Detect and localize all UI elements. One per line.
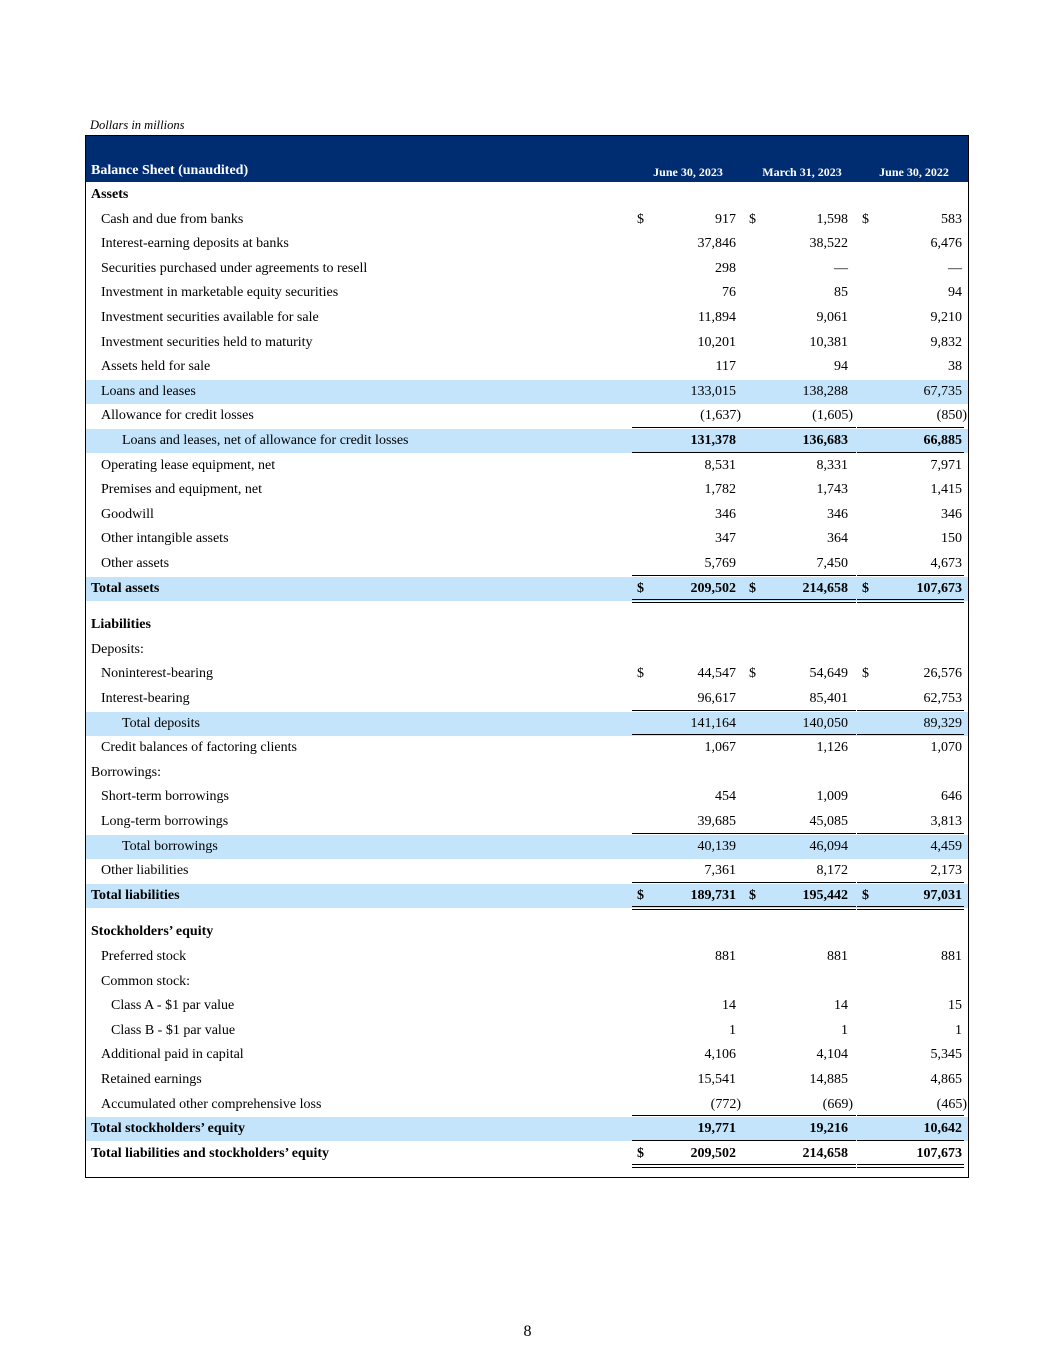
- cell-value: 8,531: [704, 457, 736, 473]
- cell-value: 38: [948, 359, 962, 375]
- table-row: [86, 331, 968, 355]
- cell-value: 54,649: [809, 666, 848, 682]
- cell-value: 2,173: [930, 863, 962, 879]
- row-label: Preferred stock: [101, 949, 187, 964]
- dollar-sign: $: [637, 887, 644, 903]
- cell-value: 7,450: [816, 556, 848, 571]
- cell-value: 189,731: [690, 887, 736, 903]
- cell-value: —: [948, 260, 962, 276]
- table-row: [86, 552, 968, 576]
- row-label: Class A - $1 par value: [111, 998, 235, 1014]
- table-row: [86, 736, 968, 760]
- cell-value: 107,673: [916, 580, 962, 596]
- cell-value: 85: [834, 285, 848, 301]
- cell-value: 97,031: [923, 887, 962, 903]
- cell-value: 4,865: [930, 1072, 962, 1087]
- double-underline: [857, 906, 964, 910]
- cell-value: 5,769: [704, 556, 736, 571]
- cell-value: 1: [841, 1022, 848, 1038]
- underline: [857, 882, 964, 883]
- double-underline: [744, 906, 856, 910]
- underline: [744, 833, 856, 834]
- cell-value: 7,361: [704, 863, 736, 879]
- row-label: Total deposits: [122, 715, 200, 731]
- row-label: Total assets: [91, 580, 160, 596]
- row-label: Assets: [91, 187, 129, 202]
- cell-value: 10,642: [923, 1121, 962, 1137]
- cell-value: 94: [948, 285, 962, 301]
- table-row: [86, 835, 968, 859]
- cell-value: 45,085: [809, 814, 848, 829]
- table-row: [86, 232, 968, 256]
- table-row: [86, 281, 968, 305]
- cell-value: 8,172: [816, 863, 848, 879]
- cell-value: 15: [948, 998, 962, 1014]
- underline: [857, 575, 964, 576]
- cell-value: 66,885: [923, 433, 962, 448]
- table-row: [86, 1093, 968, 1117]
- cell-value: 214,658: [802, 580, 848, 596]
- row-label: Class B - $1 par value: [111, 1022, 236, 1038]
- row-label: Operating lease equipment, net: [101, 457, 276, 473]
- cell-value: 1,070: [930, 740, 962, 756]
- cell-value: 40,139: [697, 838, 736, 854]
- table-row: [86, 970, 968, 994]
- double-underline: [857, 1164, 964, 1168]
- cell-value: 131,378: [690, 433, 736, 448]
- underline: [632, 734, 744, 735]
- table-row: [86, 577, 968, 601]
- cell-value: 14: [834, 998, 848, 1014]
- underline: [857, 734, 964, 735]
- units-note: Dollars in millions: [90, 118, 185, 132]
- cell-value: 14: [722, 998, 736, 1014]
- row-label: Interest-bearing: [101, 691, 190, 706]
- column-header-jun-2023: June 30, 2023: [653, 165, 723, 179]
- cell-value: 141,164: [690, 715, 736, 731]
- double-underline: [744, 1164, 856, 1168]
- cell-value: (850): [936, 408, 967, 424]
- row-label: Total borrowings: [122, 838, 218, 854]
- table-row: [86, 208, 968, 232]
- underline: [632, 882, 744, 883]
- table-row: [86, 613, 968, 637]
- table-row: [86, 994, 968, 1018]
- cell-value: 881: [715, 949, 736, 964]
- cell-value: 9,061: [816, 310, 848, 325]
- cell-value: 107,673: [916, 1145, 962, 1161]
- cell-value: 150: [941, 531, 962, 547]
- underline: [632, 1115, 744, 1116]
- cell-value: 214,658: [802, 1145, 848, 1161]
- underline: [632, 833, 744, 834]
- cell-value: 454: [715, 789, 736, 805]
- cell-value: 67,735: [923, 383, 962, 399]
- row-label: Total liabilities and stockholders’ equity: [91, 1145, 330, 1161]
- cell-value: 5,345: [930, 1047, 962, 1063]
- cell-value: 209,502: [690, 1145, 736, 1161]
- row-label: Other liabilities: [101, 863, 189, 879]
- cell-value: (772): [710, 1096, 741, 1112]
- cell-value: 117: [715, 359, 736, 375]
- table-title: Balance Sheet (unaudited): [91, 163, 249, 178]
- cell-value: 1,415: [930, 482, 962, 498]
- underline: [632, 575, 744, 576]
- table-row: [86, 785, 968, 809]
- cell-value: 4,459: [930, 838, 962, 854]
- cell-value: 89,329: [923, 715, 962, 731]
- dollar-sign: $: [749, 580, 756, 596]
- row-label: Allowance for credit losses: [101, 408, 254, 424]
- table-row: [86, 429, 968, 453]
- row-label: Assets held for sale: [101, 359, 211, 375]
- underline: [857, 710, 964, 711]
- row-label: Common stock:: [101, 973, 191, 989]
- dollar-sign: $: [862, 580, 869, 596]
- row-label: Credit balances of factoring clients: [101, 740, 297, 756]
- row-label: Total stockholders’ equity: [91, 1121, 246, 1137]
- underline: [744, 575, 856, 576]
- dollar-sign: $: [862, 211, 869, 227]
- underline: [632, 1140, 744, 1141]
- table-row: [86, 1117, 968, 1141]
- page-number: 8: [523, 1323, 532, 1340]
- cell-value: 1: [955, 1022, 962, 1038]
- double-underline: [744, 599, 856, 603]
- cell-value: (1,605): [812, 408, 853, 424]
- cell-value: 10,201: [697, 334, 736, 350]
- cell-value: 346: [941, 506, 962, 522]
- table-row: [86, 920, 968, 944]
- row-label: Stockholders’ equity: [91, 924, 214, 940]
- cell-value: 1,067: [704, 740, 736, 756]
- cell-value: 94: [834, 359, 848, 375]
- cell-value: 8,331: [816, 457, 848, 473]
- cell-value: 85,401: [809, 691, 848, 706]
- cell-value: 38,522: [809, 236, 848, 252]
- row-label: Cash and due from banks: [101, 211, 244, 227]
- cell-value: 1,009: [816, 789, 848, 805]
- column-header-mar-2023: March 31, 2023: [762, 165, 842, 179]
- cell-value: 1,126: [816, 740, 848, 756]
- cell-value: (669): [822, 1096, 853, 1112]
- cell-value: 140,050: [802, 715, 848, 731]
- double-underline: [632, 906, 744, 910]
- row-label: Securities purchased under agreements to resell: [101, 260, 368, 276]
- cell-value: 346: [827, 506, 848, 522]
- cell-value: 39,685: [697, 814, 736, 829]
- row-label: Borrowings:: [91, 764, 161, 780]
- double-underline: [632, 599, 744, 603]
- table-row: [86, 527, 968, 551]
- dollar-sign: $: [637, 1145, 644, 1161]
- cell-value: 133,015: [690, 383, 736, 399]
- dollar-sign: $: [749, 666, 756, 682]
- cell-value: 1,598: [816, 211, 848, 227]
- table-row: [86, 712, 968, 736]
- row-label: Short-term borrowings: [101, 789, 229, 805]
- cell-value: 881: [941, 949, 962, 964]
- row-label: Long-term borrowings: [101, 814, 229, 829]
- table-row: [86, 761, 968, 785]
- table-row: [86, 945, 968, 969]
- table-row: [86, 257, 968, 281]
- table-row: [86, 503, 968, 527]
- row-label: Retained earnings: [101, 1072, 202, 1087]
- cell-value: 646: [941, 789, 962, 805]
- cell-value: 96,617: [697, 691, 736, 706]
- row-label: Loans and leases: [101, 383, 196, 399]
- underline: [744, 427, 856, 428]
- cell-value: 26,576: [923, 666, 962, 682]
- underline: [744, 710, 856, 711]
- row-label: Investment securities available for sale: [101, 310, 319, 325]
- underline: [857, 452, 964, 453]
- table-row: [86, 859, 968, 883]
- cell-value: 195,442: [802, 887, 848, 903]
- row-label: Additional paid in capital: [101, 1047, 244, 1063]
- cell-value: 917: [715, 211, 736, 227]
- double-underline: [857, 599, 964, 603]
- cell-value: 37,846: [697, 236, 736, 252]
- row-label: Loans and leases, net of allowance for credit losses: [122, 433, 409, 448]
- dollar-sign: $: [862, 887, 869, 903]
- row-label: Other assets: [101, 556, 170, 571]
- table-row: [86, 454, 968, 478]
- underline: [632, 452, 744, 453]
- cell-value: 11,894: [698, 310, 736, 325]
- cell-value: 7,971: [930, 457, 962, 473]
- cell-value: 9,210: [930, 310, 962, 325]
- cell-value: 15,541: [697, 1072, 736, 1087]
- table-row: [86, 1019, 968, 1043]
- cell-value: 136,683: [802, 433, 848, 448]
- table-row: [86, 306, 968, 330]
- underline: [632, 427, 744, 428]
- cell-value: 14,885: [809, 1072, 848, 1087]
- cell-value: 62,753: [923, 691, 962, 706]
- table-row: [86, 687, 968, 711]
- underline: [857, 1140, 964, 1141]
- row-label: Goodwill: [101, 506, 154, 522]
- table-row: [86, 478, 968, 502]
- table-row: [86, 1142, 968, 1166]
- row-label: Investment in marketable equity securities: [101, 285, 339, 301]
- dollar-sign: $: [637, 580, 644, 596]
- cell-value: 298: [715, 260, 736, 276]
- row-label: Deposits:: [91, 641, 144, 657]
- underline: [744, 1115, 856, 1116]
- table-row: [86, 355, 968, 379]
- table-row: [86, 404, 968, 428]
- cell-value: 4,104: [816, 1047, 848, 1063]
- cell-value: (465): [936, 1096, 967, 1112]
- dollar-sign: $: [749, 211, 756, 227]
- table-row: [86, 884, 968, 908]
- cell-value: 1,782: [704, 482, 736, 498]
- row-label: Premises and equipment, net: [101, 482, 262, 498]
- underline: [857, 833, 964, 834]
- column-header-jun-2022: June 30, 2022: [879, 165, 949, 179]
- underline: [632, 710, 744, 711]
- table-header: [86, 136, 968, 182]
- cell-value: 1,743: [816, 482, 848, 498]
- cell-value: 3,813: [930, 814, 962, 829]
- table-row: [86, 183, 968, 207]
- cell-value: 346: [715, 506, 736, 522]
- underline: [857, 427, 964, 428]
- cell-value: (1,637): [700, 408, 741, 424]
- table-row: [86, 638, 968, 662]
- dollar-sign: $: [637, 666, 644, 682]
- cell-value: 209,502: [690, 580, 736, 596]
- balance-sheet-table: [85, 135, 969, 1178]
- cell-value: 10,381: [809, 334, 848, 350]
- row-label: Interest-earning deposits at banks: [101, 236, 289, 252]
- row-label: Noninterest-bearing: [101, 666, 213, 682]
- cell-value: 138,288: [802, 383, 848, 399]
- table-row: [86, 1043, 968, 1067]
- row-label: Investment securities held to maturity: [101, 334, 313, 350]
- table-row: [86, 810, 968, 834]
- row-label: Total liabilities: [91, 887, 180, 903]
- underline: [857, 1115, 964, 1116]
- cell-value: 4,106: [704, 1047, 736, 1063]
- cell-value: 583: [941, 211, 962, 227]
- cell-value: 6,476: [930, 236, 962, 252]
- cell-value: 1: [729, 1022, 736, 1038]
- cell-value: 19,771: [697, 1121, 736, 1137]
- row-label: Liabilities: [91, 617, 151, 633]
- double-underline: [632, 1164, 744, 1168]
- cell-value: 9,832: [930, 334, 962, 350]
- row-label: Other intangible assets: [101, 531, 229, 547]
- underline: [744, 734, 856, 735]
- dollar-sign: $: [749, 887, 756, 903]
- table-row: [86, 380, 968, 404]
- cell-value: 19,216: [809, 1121, 848, 1137]
- cell-value: 364: [827, 531, 848, 547]
- cell-value: 44,547: [697, 666, 736, 682]
- cell-value: 76: [722, 285, 736, 301]
- cell-value: 347: [715, 531, 736, 547]
- cell-value: 46,094: [809, 838, 848, 854]
- dollar-sign: $: [862, 666, 869, 682]
- cell-value: 4,673: [930, 556, 962, 571]
- cell-value: —: [834, 260, 848, 276]
- table-row: [86, 662, 968, 686]
- table-row: [86, 1068, 968, 1092]
- underline: [744, 1140, 856, 1141]
- underline: [744, 452, 856, 453]
- underline: [744, 882, 856, 883]
- row-label: Accumulated other comprehensive loss: [101, 1096, 322, 1112]
- dollar-sign: $: [637, 211, 644, 227]
- cell-value: 881: [827, 949, 848, 964]
